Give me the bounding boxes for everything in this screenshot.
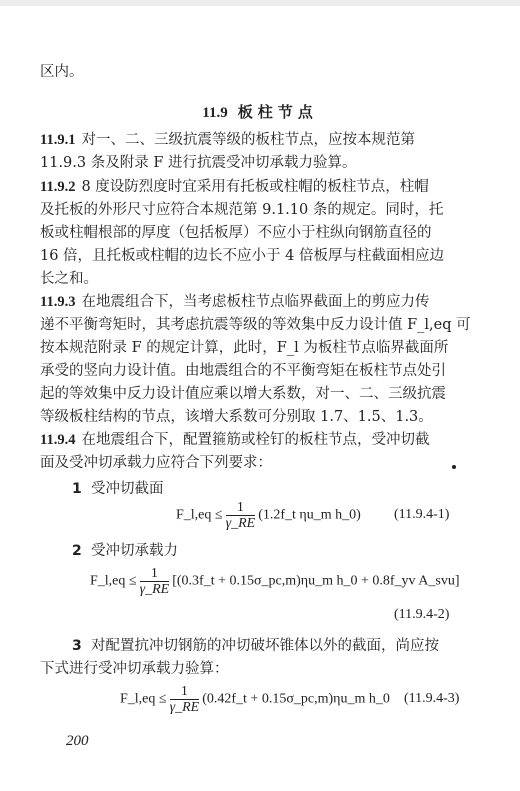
clause-11-9-3 [40,292,429,312]
fraction-numerator: 1 [170,684,200,700]
formula-11-9-4-2 [90,566,460,597]
clause-text: 等级板柱结构的节点，该增大系数可分别取 1.7、1.5、1.3。 [40,409,433,425]
clause-text: 16 倍，且托板或柱帽的边长不应小于 4 倍板厚与柱截面相应边 [40,248,445,264]
clause-11-9-2 [40,177,429,197]
fraction-denominator: γ_RE [139,582,170,597]
equation-number: (11.9.4-2) [394,607,450,622]
clause-text: 8 度设防烈度时宜采用有托板或柱帽的板柱节点，柱帽 [81,179,429,195]
formula-lhs: F_l,eq ≤ [120,691,167,707]
page-number: 200 [66,733,89,749]
formula-fraction [140,566,170,597]
formula-body: (0.42f_t + 0.15σ_pc,m)ηu_m h_0 [202,691,390,707]
previous-paragraph-tail: 区内。 [40,64,84,80]
formula-fraction [226,500,256,531]
formula-lhs: F_l,eq ≤ [90,573,137,589]
clause-11-9-1 [40,130,415,150]
clause-text: 板或柱帽根部的厚度（包括板厚）不应小于柱纵向钢筋直径的 [40,225,432,241]
formula-fraction [170,684,200,715]
item-number: 2 [72,543,82,559]
clause-text: 承受的竖向力设计值。由地震组合的不平衡弯矩在板柱节点处引 [40,363,446,379]
formula-11-9-4-1 [176,500,361,531]
section-heading [0,101,520,122]
scan-speck [452,465,456,469]
clause-text: 起的等效集中反力设计值应乘以增大系数，对一、二、三级抗震 [40,386,446,402]
clause-text: 按本规范附录 F 的规定计算，此时，F_l 为板柱节点临界截面所 [40,340,449,356]
item-number: 1 [72,481,82,497]
equation-number: (11.9.4-1) [394,507,450,522]
item-text: 下式进行受冲切承载力验算： [40,661,229,677]
section-number: 11.9 [202,105,228,121]
item-3 [72,636,439,656]
clause-number: 11.9.1 [40,132,76,148]
formula-body: (1.2f_t ηu_m h_0) [258,507,361,523]
section-title: 板柱节点 [237,103,318,121]
clause-text: 11.9.3 条及附录 F 进行抗震受冲切承载力验算。 [40,155,357,171]
item-number: 3 [72,638,82,654]
item-1 [72,479,163,499]
formula-11-9-4-3 [120,684,390,715]
item-text: 对配置抗冲切钢筋的冲切破坏锥体以外的截面，尚应按 [90,638,439,654]
item-2 [72,541,178,561]
clause-text: 及托板的外形尺寸应符合本规范第 9.1.10 条的规定。同时，托 [40,202,444,218]
clause-text: 在地震组合下，当考虑板柱节点临界截面上的剪应力传 [81,294,430,310]
formula-lhs: F_l,eq ≤ [176,507,223,523]
clause-text: 在地震组合下，配置箍筋或栓钉的板柱节点，受冲切截 [81,432,430,448]
clause-text: 长之和。 [40,271,98,287]
fraction-denominator: γ_RE [169,700,200,715]
clause-number: 11.9.2 [40,179,76,195]
scan-top-edge [0,0,520,6]
equation-number: (11.9.4-3) [404,691,460,706]
clause-text: 面及受冲切承载力应符合下列要求： [40,455,272,471]
clause-number: 11.9.3 [40,294,76,310]
item-text: 受冲切承载力 [90,543,178,559]
fraction-numerator: 1 [140,566,170,582]
clause-number: 11.9.4 [40,432,76,448]
formula-body: [(0.3f_t + 0.15σ_pc,m)ηu_m h_0 + 0.8f_yv A_svu] [172,573,460,589]
clause-text: 对一、二、三级抗震等级的板柱节点，应按本规范第 [81,132,415,148]
fraction-numerator: 1 [226,500,256,516]
clause-11-9-4 [40,430,429,450]
fraction-denominator: γ_RE [225,516,256,531]
item-text: 受冲切截面 [90,481,164,497]
clause-text: 递不平衡弯矩时，其考虑抗震等级的等效集中反力设计值 F_l,eq 可 [40,317,471,333]
